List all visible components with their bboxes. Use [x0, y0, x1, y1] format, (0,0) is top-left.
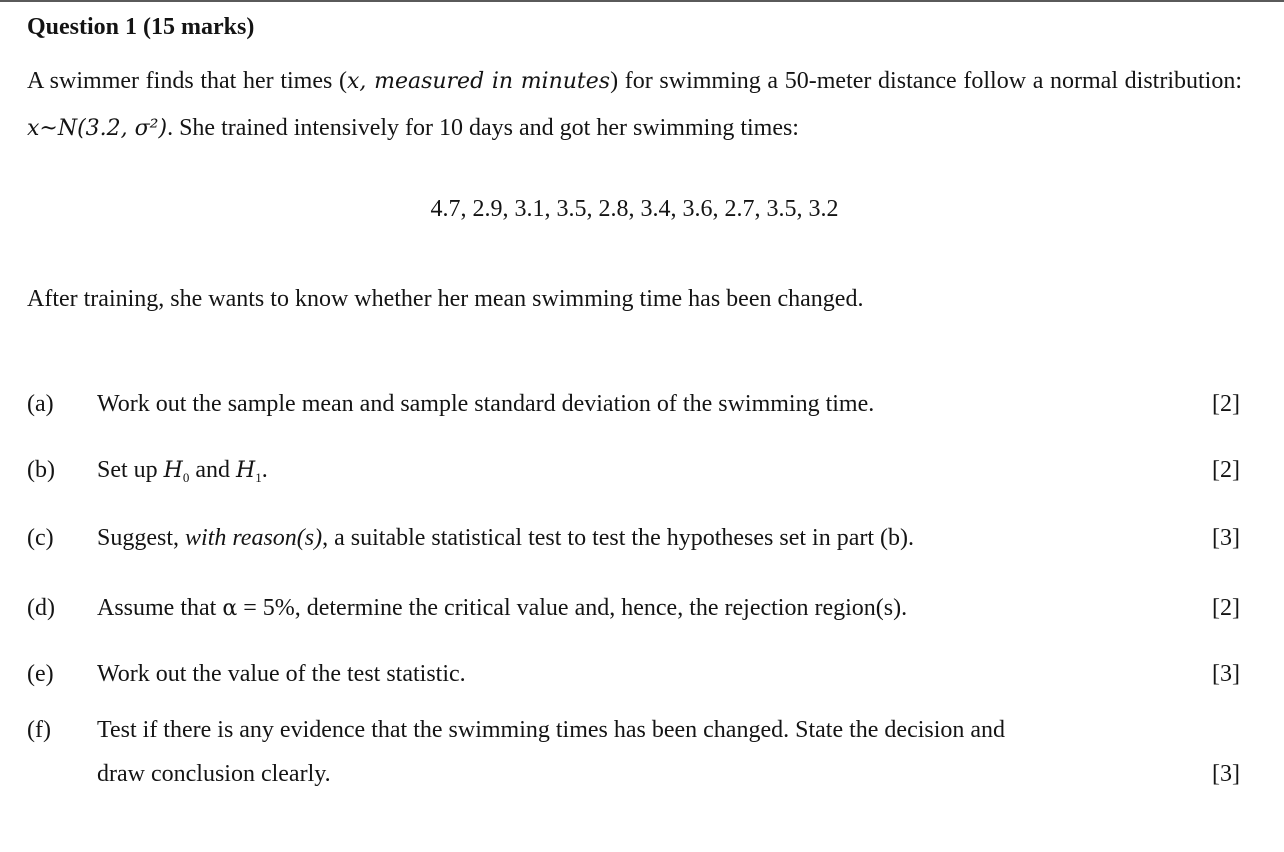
part-a-label: (a)	[27, 391, 54, 417]
part-c-text-pre: Suggest,	[97, 525, 186, 551]
part-a-marks: [2]	[1212, 391, 1240, 417]
part-a-text: Work out the sample mean and sample standard deviation of the swimming time.	[97, 391, 875, 417]
part-b-text-pre: Set up	[97, 457, 164, 483]
part-c-text-italic: with reason(s)	[185, 525, 323, 551]
part-f-text-line2: draw conclusion clearly.	[97, 761, 331, 787]
part-e	[27, 652, 1240, 696]
part-c-marks: [3]	[1212, 525, 1240, 551]
intro-measured: , measured in minutes	[359, 69, 611, 94]
part-c-text-post: , a suitable statistical test to test the hypotheses set in part (b).	[322, 525, 914, 551]
part-f	[27, 708, 1240, 796]
part-a	[27, 382, 1240, 426]
intro-variable: x	[347, 69, 360, 94]
after-training-statement: After training, she wants to know whether her mean swimming time has been changed.	[27, 286, 864, 312]
question-intro	[27, 58, 1242, 152]
top-border-rule	[0, 0, 1284, 2]
part-f-text-line2-row	[97, 752, 1240, 796]
intro-text-3: . She trained intensively for 10 days and got her swimming times:	[167, 115, 799, 141]
part-e-label: (e)	[27, 661, 54, 687]
part-d-label: (d)	[27, 595, 55, 621]
part-b-label: (b)	[27, 457, 55, 483]
part-c-text	[97, 516, 1240, 560]
part-d	[27, 586, 1240, 631]
intro-distribution: x~N(3.2, σ²)	[27, 116, 168, 141]
h0-symbol: H	[163, 458, 183, 483]
part-c-label: (c)	[27, 525, 54, 551]
h1-subscript: 1	[255, 470, 262, 485]
alpha-symbol: α	[222, 596, 238, 621]
part-d-marks: [2]	[1212, 595, 1240, 621]
part-b-marks: [2]	[1212, 457, 1240, 483]
question-title: Question 1 (15 marks)	[27, 14, 255, 40]
part-c	[27, 516, 1240, 560]
part-e-marks: [3]	[1212, 661, 1240, 687]
part-b-text-post: .	[261, 457, 268, 483]
part-b-text	[97, 448, 1240, 495]
h0-subscript: 0	[182, 470, 190, 485]
part-d-text-post: = 5%, determine the critical value and, hence, the rejection region(s).	[237, 595, 908, 621]
part-d-text	[97, 586, 1240, 631]
h1-symbol: H	[236, 458, 256, 483]
part-d-text-pre: Assume that	[97, 595, 223, 621]
swimming-times-data: 4.7, 2.9, 3.1, 3.5, 2.8, 3.4, 3.6, 2.7, 3.5, 3.2	[430, 196, 839, 222]
part-f-text-line1: Test if there is any evidence that the swimming times has been changed. State the decision and	[97, 717, 1006, 743]
part-b-text-mid: and	[189, 457, 237, 483]
part-f-label: (f)	[27, 717, 51, 743]
part-f-marks: [3]	[1212, 761, 1240, 787]
intro-text-2: ) for swimming a 50-meter distance follow a normal distribution:	[610, 68, 1243, 94]
intro-text-1: A swimmer finds that her times (	[27, 68, 347, 94]
part-b	[27, 448, 1240, 495]
part-e-text: Work out the value of the test statistic.	[97, 661, 466, 687]
